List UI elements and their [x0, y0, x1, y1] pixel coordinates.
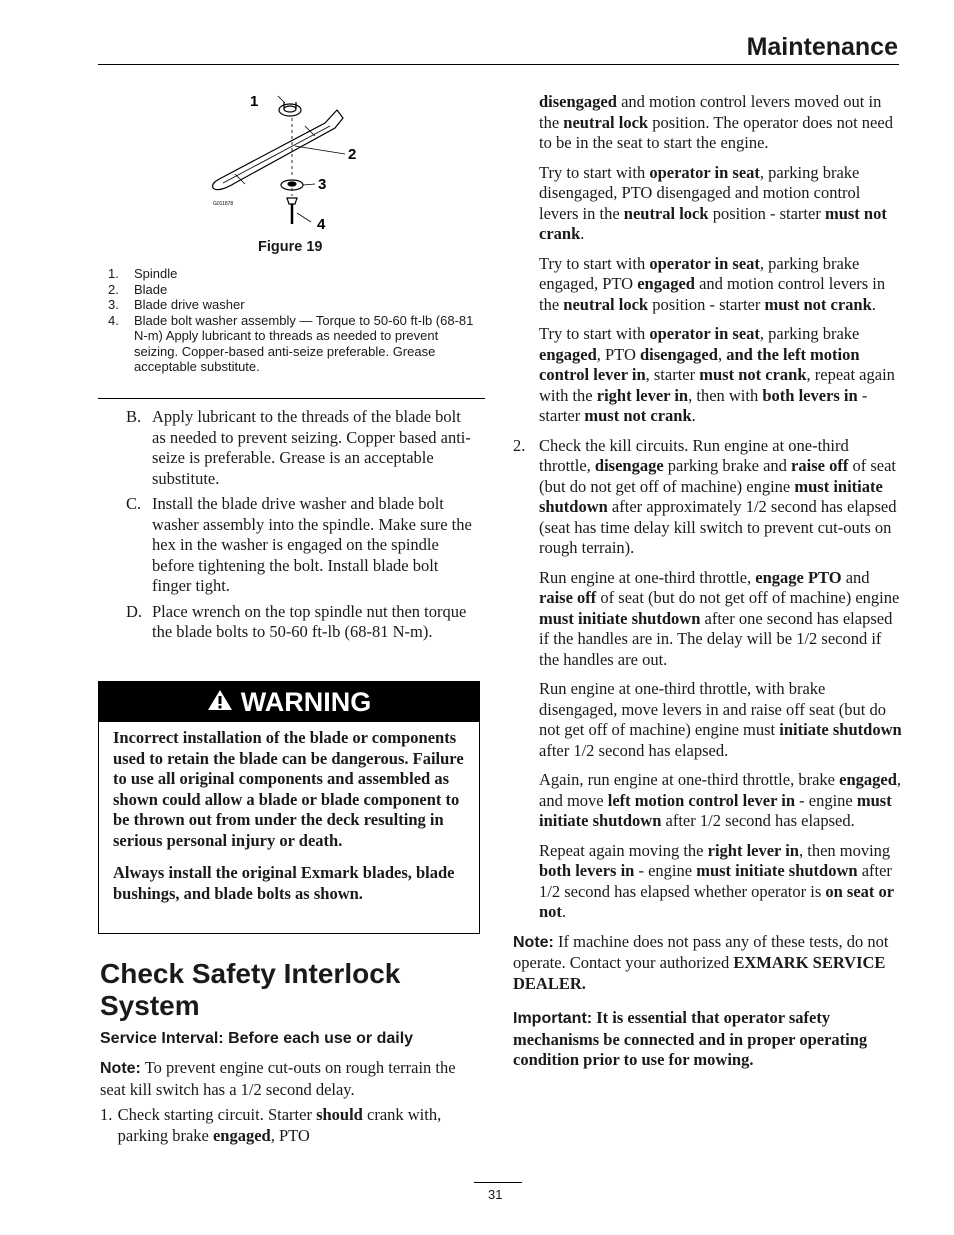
- step-text: Apply lubricant to the threads of the blade bolt as needed to prevent seizing. Copper based anti-seize is preferable. Grease is an acceptable substitute.: [152, 407, 471, 488]
- callout-item: [108, 282, 478, 298]
- text-run: .: [871, 294, 876, 314]
- item-2-paragraph: [513, 770, 903, 832]
- text-run: , then moving: [798, 840, 891, 860]
- delay-note: [100, 1058, 485, 1100]
- text-run: , then with: [688, 385, 763, 405]
- step-item: [126, 407, 478, 489]
- bold-text: engaged: [839, 770, 897, 789]
- bold-text: engage PTO: [755, 567, 842, 587]
- step-text: Install the blade drive washer and blade bolt washer assembly into the spindle. Make sure the hex in the washer is engaged on the spindle before tightening the bolt. Install blade bolt finger tight.: [152, 494, 472, 595]
- callout-item: [108, 297, 478, 313]
- callout-text: Blade bolt washer assembly — Torque to 50-60 ft-lb (68-81 N-m) Apply lubricant to threads as needed to prevent seizing. Copper-based anti-seize preferable. Grease acceptable substitute.: [134, 312, 474, 374]
- text-run: after one second has elapsed if the handles are in. The delay will be 1/2 second if the handles are out.: [539, 608, 893, 669]
- bold-text: right lever in: [596, 385, 689, 405]
- callout-1-label: 1: [250, 93, 259, 110]
- bold-text: on seat or not: [539, 881, 894, 921]
- text-run: position - starter: [708, 203, 825, 223]
- bold-text: must initiate shutdown: [539, 476, 883, 516]
- callout-item: [108, 266, 478, 282]
- warning-box: [98, 681, 480, 934]
- blade-install-steps: [126, 407, 478, 648]
- callout-text: Spindle: [134, 266, 178, 281]
- step-marker: D.: [126, 601, 143, 621]
- item-1-marker: 1.: [100, 1105, 113, 1124]
- callout-text: Blade drive washer: [134, 297, 245, 312]
- text-run: - engine: [634, 861, 697, 880]
- bold-text: operator in seat: [649, 324, 760, 343]
- page-number: 31: [488, 1187, 503, 1202]
- text-run: .: [561, 902, 567, 921]
- text-run: Again, run engine at one-third throttle, brake: [539, 770, 840, 789]
- text-run: of seat (but do not get off of machine) engine: [596, 588, 900, 607]
- text-run: crank with, parking brake: [117, 1105, 442, 1145]
- figure-callout-list: [108, 266, 478, 375]
- bold-text: disengage: [594, 456, 664, 475]
- bold-text: initiate shutdown: [779, 720, 902, 739]
- text-run: of seat (but do not get off of machine) engine: [539, 456, 896, 496]
- text-run: and: [841, 567, 870, 587]
- text-run: after 1/2 second has elapsed.: [539, 740, 729, 760]
- footer-divider: [474, 1182, 522, 1183]
- warning-paragraph: Always install the original Exmark blades, blade bushings, and blade bolts as shown.: [113, 863, 455, 903]
- text-run: Check starting circuit. Starter: [117, 1105, 317, 1124]
- bold-text: both levers in: [539, 861, 635, 880]
- text-run: and motion control levers moved out in the: [539, 92, 882, 132]
- text-run: Run engine at one-third throttle, with brake disengaged, move levers in and raise off seat (but do not get off of machine) engine must: [539, 679, 887, 739]
- item-2: [513, 436, 903, 559]
- section-title: Check Safety Interlock System: [100, 958, 401, 1021]
- bold-text: both levers in: [762, 385, 858, 405]
- text-run: Repeat again moving the: [539, 840, 708, 860]
- item-1-paragraph: [513, 163, 903, 245]
- callout-number: 2.: [108, 281, 119, 297]
- step-item: [126, 494, 478, 597]
- right-column: [513, 92, 903, 1080]
- note-label: Note:: [513, 933, 554, 951]
- header-divider: [98, 64, 899, 65]
- step-text: Place wrench on the top spindle nut then torque the blade bolts to 50-60 ft-lb (68-81 N-m).: [152, 601, 467, 641]
- figure-divider: [98, 398, 485, 399]
- bold-text: operator in seat: [649, 162, 760, 182]
- text-run: , parking brake engaged, PTO: [539, 253, 860, 293]
- bold-text: must not crank: [764, 294, 872, 314]
- bold-text: neutral lock: [563, 112, 649, 132]
- bold-text: and the left motion control lever in: [539, 344, 860, 384]
- bold-text: neutral lock: [563, 294, 649, 314]
- note-text: To prevent engine cut-outs on rough terrain the seat kill switch has a 1/2 second delay.: [100, 1058, 456, 1099]
- text-run: ,: [717, 344, 727, 364]
- warning-triangle-icon: [207, 687, 233, 718]
- important-text: It is essential that operator safety mechanisms be connected and in proper operating condition prior to use for mowing.: [513, 1008, 868, 1069]
- text-run: - engine: [795, 790, 857, 810]
- text-run: If machine does not pass any of these tests, do not operate. Contact your authorized: [513, 931, 889, 972]
- item-2-text: [539, 436, 903, 559]
- item-1-paragraph: [513, 254, 903, 316]
- bold-text: engaged: [539, 344, 597, 364]
- bold-text: left motion control lever in: [607, 790, 796, 810]
- text-run: position. The operator does not need to be in the seat to start the engine.: [539, 112, 893, 152]
- figure-caption: Figure 19: [258, 239, 323, 255]
- text-run: after 1/2 second has elapsed whether operator is: [539, 861, 892, 901]
- item-2-paragraph: [513, 841, 903, 923]
- bold-text: must not crank: [539, 203, 887, 243]
- bold-text: must not crank: [584, 406, 692, 425]
- blade-assembly-figure: [205, 88, 357, 238]
- text-run: Check the kill circuits. Run engine at one-third throttle,: [539, 435, 849, 475]
- bold-text: neutral lock: [623, 203, 709, 223]
- text-run: , PTO: [270, 1125, 310, 1145]
- text-run: Try to start with: [539, 162, 650, 182]
- text-run: .: [580, 224, 585, 243]
- warning-title: WARNING: [240, 686, 372, 717]
- service-interval: Service Interval: Before each use or daily: [100, 1030, 414, 1047]
- bold-text: raise off: [791, 456, 849, 475]
- text-run: Run engine at one-third throttle,: [539, 567, 756, 587]
- item-1-text-continued: [513, 92, 903, 154]
- bold-text: EXMARK SERVICE DEALER.: [513, 953, 886, 993]
- bold-text: should: [316, 1105, 363, 1124]
- item-1-text-start: [118, 1105, 485, 1146]
- callout-text: Blade: [134, 281, 168, 297]
- text-run: , parking brake: [759, 324, 860, 343]
- callout-number: 4.: [108, 312, 119, 328]
- bold-text: engaged: [212, 1125, 271, 1145]
- callout-number: 1.: [108, 266, 119, 281]
- text-run: Try to start with: [539, 324, 650, 343]
- item-2-marker: 2.: [513, 435, 526, 455]
- callout-2-label: 2: [348, 146, 357, 163]
- item-2-paragraph: [513, 679, 903, 761]
- text-run: Try to start with: [539, 253, 650, 273]
- item-1-paragraph: [513, 324, 903, 427]
- bold-text: must initiate shutdown: [539, 608, 701, 628]
- item-2-paragraph: [513, 568, 903, 671]
- text-run: , and move: [539, 770, 901, 810]
- text-run: , parking brake disengaged, PTO disengaged and motion control levers in the: [539, 162, 861, 223]
- text-run: and motion control levers in the: [539, 274, 886, 314]
- figure-part-code: G011878: [213, 201, 234, 207]
- callout-number: 3.: [108, 297, 119, 312]
- text-run: .: [691, 406, 696, 425]
- text-run: , repeat again with the: [539, 365, 895, 405]
- bold-text: raise off: [539, 588, 597, 607]
- warning-header: [99, 682, 479, 722]
- important-note: [513, 1008, 903, 1071]
- bold-text: must initiate shutdown: [696, 861, 858, 880]
- step-marker: B.: [126, 407, 142, 426]
- text-run: parking brake and: [663, 456, 792, 475]
- callout-item: [108, 313, 478, 375]
- item-2-paragraphs: [513, 568, 903, 923]
- bold-text: engaged: [637, 274, 695, 293]
- bold-text: must initiate shutdown: [539, 790, 892, 830]
- step-marker: C.: [126, 494, 142, 513]
- item-1-paragraphs: [513, 163, 903, 427]
- bold-text: disengaged: [539, 92, 617, 111]
- item-1-start: [100, 1105, 485, 1146]
- important-label: Important:: [513, 1010, 593, 1027]
- text-run: - starter: [539, 385, 868, 425]
- section-header-title: Maintenance: [746, 33, 898, 61]
- text-run: , starter: [645, 365, 700, 384]
- text-run: , PTO: [596, 344, 640, 364]
- text-run: after approximately 1/2 second has elapsed (seat has time delay kill switch to prevent cut-outs on rough terrain).: [539, 497, 897, 557]
- note-label: Note:: [100, 1060, 141, 1077]
- callout-4-label: 4: [317, 216, 326, 233]
- bold-text: right lever in: [707, 840, 799, 860]
- bold-text: operator in seat: [649, 253, 760, 273]
- failure-note-text: [513, 932, 888, 993]
- text-run: position - starter: [648, 294, 765, 314]
- callout-3-label: 3: [318, 176, 327, 193]
- step-item: [126, 602, 478, 643]
- warning-paragraph: Incorrect installation of the blade or components used to retain the blade can be dangerous. Failure to use all original components and assembled as shown could allow a blade or blade component to be thrown out from under the deck resulting in serious personal injury or death.: [113, 728, 464, 850]
- bold-text: must not crank: [699, 365, 807, 384]
- warning-body: [99, 722, 479, 904]
- failure-note: [513, 932, 903, 995]
- text-run: after 1/2 second has elapsed.: [661, 811, 855, 830]
- bold-text: disengaged: [640, 344, 718, 364]
